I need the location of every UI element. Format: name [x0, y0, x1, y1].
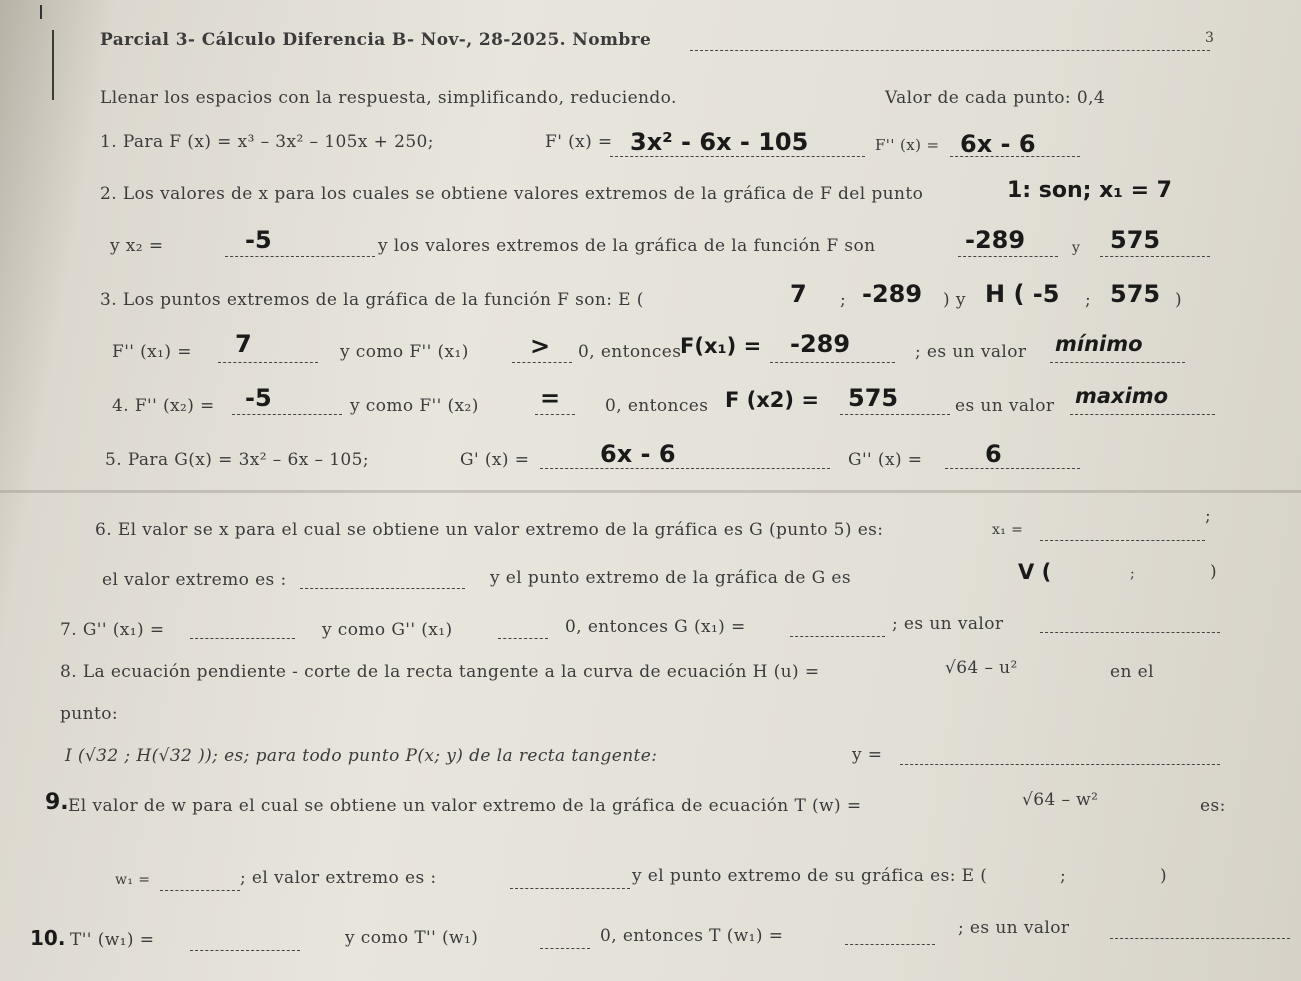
q10-tw1-blank: [845, 944, 935, 945]
q10-b: y como T'' (w₁): [345, 928, 479, 948]
q2-ext2-blank: [1100, 256, 1210, 257]
q5-gprime-label: G' (x) =: [460, 450, 530, 470]
q8-line2: punto:: [60, 704, 118, 724]
q10-d: ; es un valor: [958, 918, 1070, 938]
q10-t2-blank: [190, 950, 300, 951]
q4-f2x2: -5: [245, 384, 272, 412]
q1-label: 1. Para F (x) = x³ – 3x² – 105x + 250;: [100, 132, 434, 152]
q8-line1: 8. La ecuación pendiente - corte de la recta tangente a la curva de ecuación H (u) =: [60, 662, 820, 682]
q2-and: y: [1072, 240, 1081, 256]
q2-hand-x1: 1: son; x₁ = 7: [1007, 178, 1172, 203]
q3-fx1-label: F(x₁) =: [680, 334, 762, 358]
margin-line: [52, 30, 54, 100]
q2-x2-blank: [225, 256, 375, 257]
q3-f2x1-blank: [218, 362, 318, 363]
q5-gsecond-label: G'' (x) =: [848, 450, 923, 470]
q4-f2x2-blank: [232, 414, 342, 415]
q3-e-y: -289: [862, 280, 923, 308]
q6-v-label: V (: [1018, 560, 1052, 584]
q5-gsecond-blank: [945, 468, 1080, 469]
q3-fx1: -289: [790, 330, 851, 358]
q3-cmp1-blank: [512, 362, 572, 363]
q4-cmp2-blank: [535, 414, 575, 415]
q1-fprime-answer: 3x² - 6x - 105: [630, 128, 809, 156]
q4-cmp2: =: [540, 384, 561, 412]
q8-line1-end: en el: [1110, 662, 1154, 682]
q2-ext2-answer: 575: [1110, 226, 1161, 254]
q3-mid: ) y: [943, 290, 966, 310]
q9-w1-label: w₁ =: [115, 872, 151, 888]
q10-cmp-blank: [540, 948, 590, 949]
q7-gx1-blank: [790, 636, 885, 637]
q6-sep: ;: [1130, 566, 1136, 582]
name-blank: [690, 50, 1210, 51]
q6-close: ): [1210, 562, 1218, 582]
q8-y-label: y =: [852, 745, 883, 765]
q10-number: 10.: [30, 926, 66, 950]
q3-line2-b: y como F'' (x₁): [340, 342, 469, 362]
q7-b: y como G'' (x₁): [322, 620, 453, 640]
q9-a: ; el valor extremo es :: [240, 868, 437, 888]
q9-b: y el punto extremo de su gráfica es: E (: [632, 866, 988, 886]
q5-gprime-answer: 6x - 6: [600, 440, 676, 468]
q3-e-x: 7: [790, 280, 807, 308]
q1-fsecond-label: F'' (x) =: [875, 136, 940, 154]
q7-kind-blank: [1040, 632, 1220, 633]
q9-line1-end: es:: [1200, 796, 1226, 816]
q3-kind1-blank: [1050, 362, 1185, 363]
q3-f2x1: 7: [235, 330, 252, 358]
q8-line3: I (√32 ; H(√32 )); es; para todo punto P(x; y) de la recta tangente:: [65, 746, 658, 766]
q10-c: 0, entonces T (w₁) =: [600, 926, 784, 946]
q2-line2-text: y los valores extremos de la gráfica de la función F son: [378, 236, 876, 256]
q10-kind-blank: [1110, 938, 1290, 939]
q2-ext1-blank: [958, 256, 1058, 257]
q6-line1: 6. El valor se x para el cual se obtiene un valor extremo de la gráfica es G (punto 5) es:: [95, 520, 884, 540]
q2-x2-answer: -5: [245, 226, 272, 254]
q5-gprime-blank: [540, 468, 830, 469]
q2-ext1-answer: -289: [965, 226, 1026, 254]
q6-line2-b: y el punto extremo de la gráfica de G es: [490, 568, 851, 588]
q2-x2-label: y x₂ =: [110, 236, 164, 256]
q3-line2-d: ; es un valor: [915, 342, 1027, 362]
q8-y-blank: [900, 764, 1220, 765]
q3-line1: 3. Los puntos extremos de la gráfica de la función F son: E (: [100, 290, 644, 310]
q3-sep2: ;: [1085, 290, 1092, 310]
q6-semicolon: ;: [1205, 506, 1212, 526]
q3-line2-c: 0, entonces: [578, 342, 682, 362]
q4-kind2-blank: [1070, 414, 1215, 415]
q4-kind2: maximo: [1075, 384, 1169, 408]
q5-label: 5. Para G(x) = 3x² – 6x – 105;: [105, 450, 369, 470]
q9-sep: ;: [1060, 866, 1067, 886]
q1-fprime-label: F' (x) =: [545, 132, 613, 152]
page-mark: 3: [1205, 30, 1215, 46]
q6-line2-a: el valor extremo es :: [102, 570, 287, 590]
paper-fold: [0, 490, 1301, 493]
q9-extreme-blank: [510, 888, 630, 889]
q7-g2x1-blank: [190, 638, 295, 639]
q4-d: es un valor: [955, 396, 1055, 416]
q9-sqrt: √64 – w²: [1022, 790, 1099, 810]
q3-sep1: ;: [840, 290, 847, 310]
q6-x1-blank: [1040, 540, 1205, 541]
q2-line1: 2. Los valores de x para los cuales se obtiene valores extremos de la gráfica de F del punto: [100, 184, 924, 204]
points-value: Valor de cada punto: 0,4: [885, 88, 1106, 108]
q9-line1: El valor de w para el cual se obtiene un valor extremo de la gráfica de ecuación T (w) =: [68, 796, 862, 816]
q4-fx2-label: F (x2) =: [725, 388, 819, 412]
q4-b: y como F'' (x₂): [350, 396, 479, 416]
q4-c: 0, entonces: [605, 396, 709, 416]
q6-extreme-blank: [300, 588, 465, 589]
q1-fsecond-answer: 6x - 6: [960, 130, 1036, 158]
q8-sqrt: √64 – u²: [945, 658, 1018, 678]
instructions-text: Llenar los espacios con la respuesta, simplificando, reduciendo.: [100, 88, 677, 108]
q7-c: 0, entonces G (x₁) =: [565, 617, 746, 637]
q7-d: ; es un valor: [892, 614, 1004, 634]
q3-close: ): [1175, 290, 1183, 310]
q3-cmp1: >: [530, 332, 551, 360]
q4-label: 4. F'' (x₂) =: [112, 396, 215, 416]
q9-number: 9.: [45, 790, 69, 815]
q3-h-y: 575: [1110, 280, 1161, 308]
q5-gsecond-answer: 6: [985, 440, 1002, 468]
q7-a: 7. G'' (x₁) =: [60, 620, 165, 640]
q10-a: T'' (w₁) =: [70, 930, 155, 950]
q1-fprime-blank: [610, 156, 865, 157]
q9-w1-blank: [160, 890, 240, 891]
exam-title: Parcial 3- Cálculo Diferencia B- Nov-, 28-2025. Nombre: [100, 30, 652, 50]
q3-kind1: mínimo: [1055, 332, 1143, 356]
q3-h-label: H ( -5: [985, 280, 1060, 308]
q7-cmp-blank: [498, 638, 548, 639]
q3-fx1-blank: [770, 362, 895, 363]
q6-x1-label: x₁ =: [992, 522, 1024, 538]
q4-fx2: 575: [848, 384, 899, 412]
q4-fx2-blank: [840, 414, 950, 415]
q3-f2x1-label: F'' (x₁) =: [112, 342, 192, 362]
q9-close: ): [1160, 866, 1168, 886]
corner-tick: [40, 5, 42, 19]
